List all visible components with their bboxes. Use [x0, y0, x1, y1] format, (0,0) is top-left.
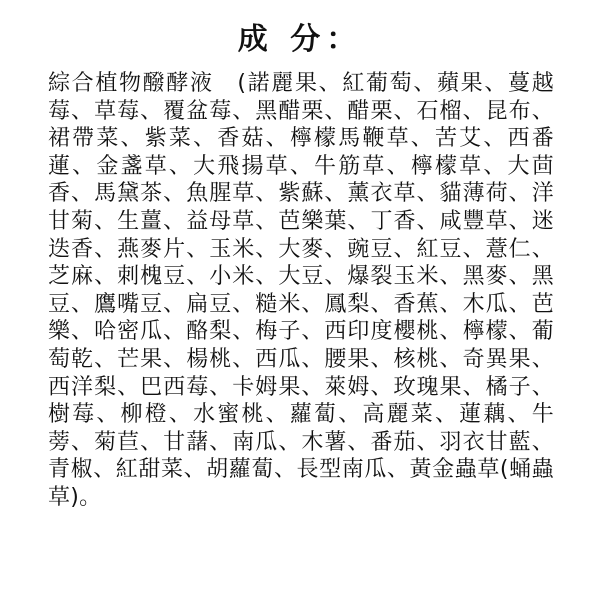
ingredients-heading: 成 分：	[237, 22, 363, 57]
ingredients-list: 綜合植物醱酵液 (諾麗果、紅葡萄、蘋果、蔓越莓、草莓、覆盆莓、黑醋栗、醋栗、石榴、昆布、裙帶菜、紫菜、香菇、檸檬馬鞭草、苦艾、西番蓮、金盞草、大飛揚草、牛筋草、檸檬草、大茴香、馬黛茶、魚腥草、紫蘇、薰衣草、貓薄荷、洋甘菊、生薑、益母草、芭樂葉、丁香、咸豐草、迷迭香、燕麥片、玉米、大麥、豌豆、紅豆、薏仁、芝麻、刺槐豆、小米、大豆、爆裂玉米、黑麥、黑豆、鷹嘴豆、扁豆、糙米、鳳梨、香蕉、木瓜、芭樂、哈密瓜、酪梨、梅子、西印度櫻桃、檸檬、葡萄乾、芒果、楊桃、西瓜、腰果、核桃、奇異果、西洋梨、巴西莓、卡姆果、萊姆、玫瑰果、橘子、樹莓、柳橙、水蜜桃、蘿蔔、高麗菜、蓮藕、牛蒡、菊苣、甘藷、南瓜、木薯、番茄、羽衣甘藍、青椒、紅甜菜、胡蘿蔔、長型南瓜、黃金蟲草(蛹蟲草)。	[48, 71, 554, 510]
